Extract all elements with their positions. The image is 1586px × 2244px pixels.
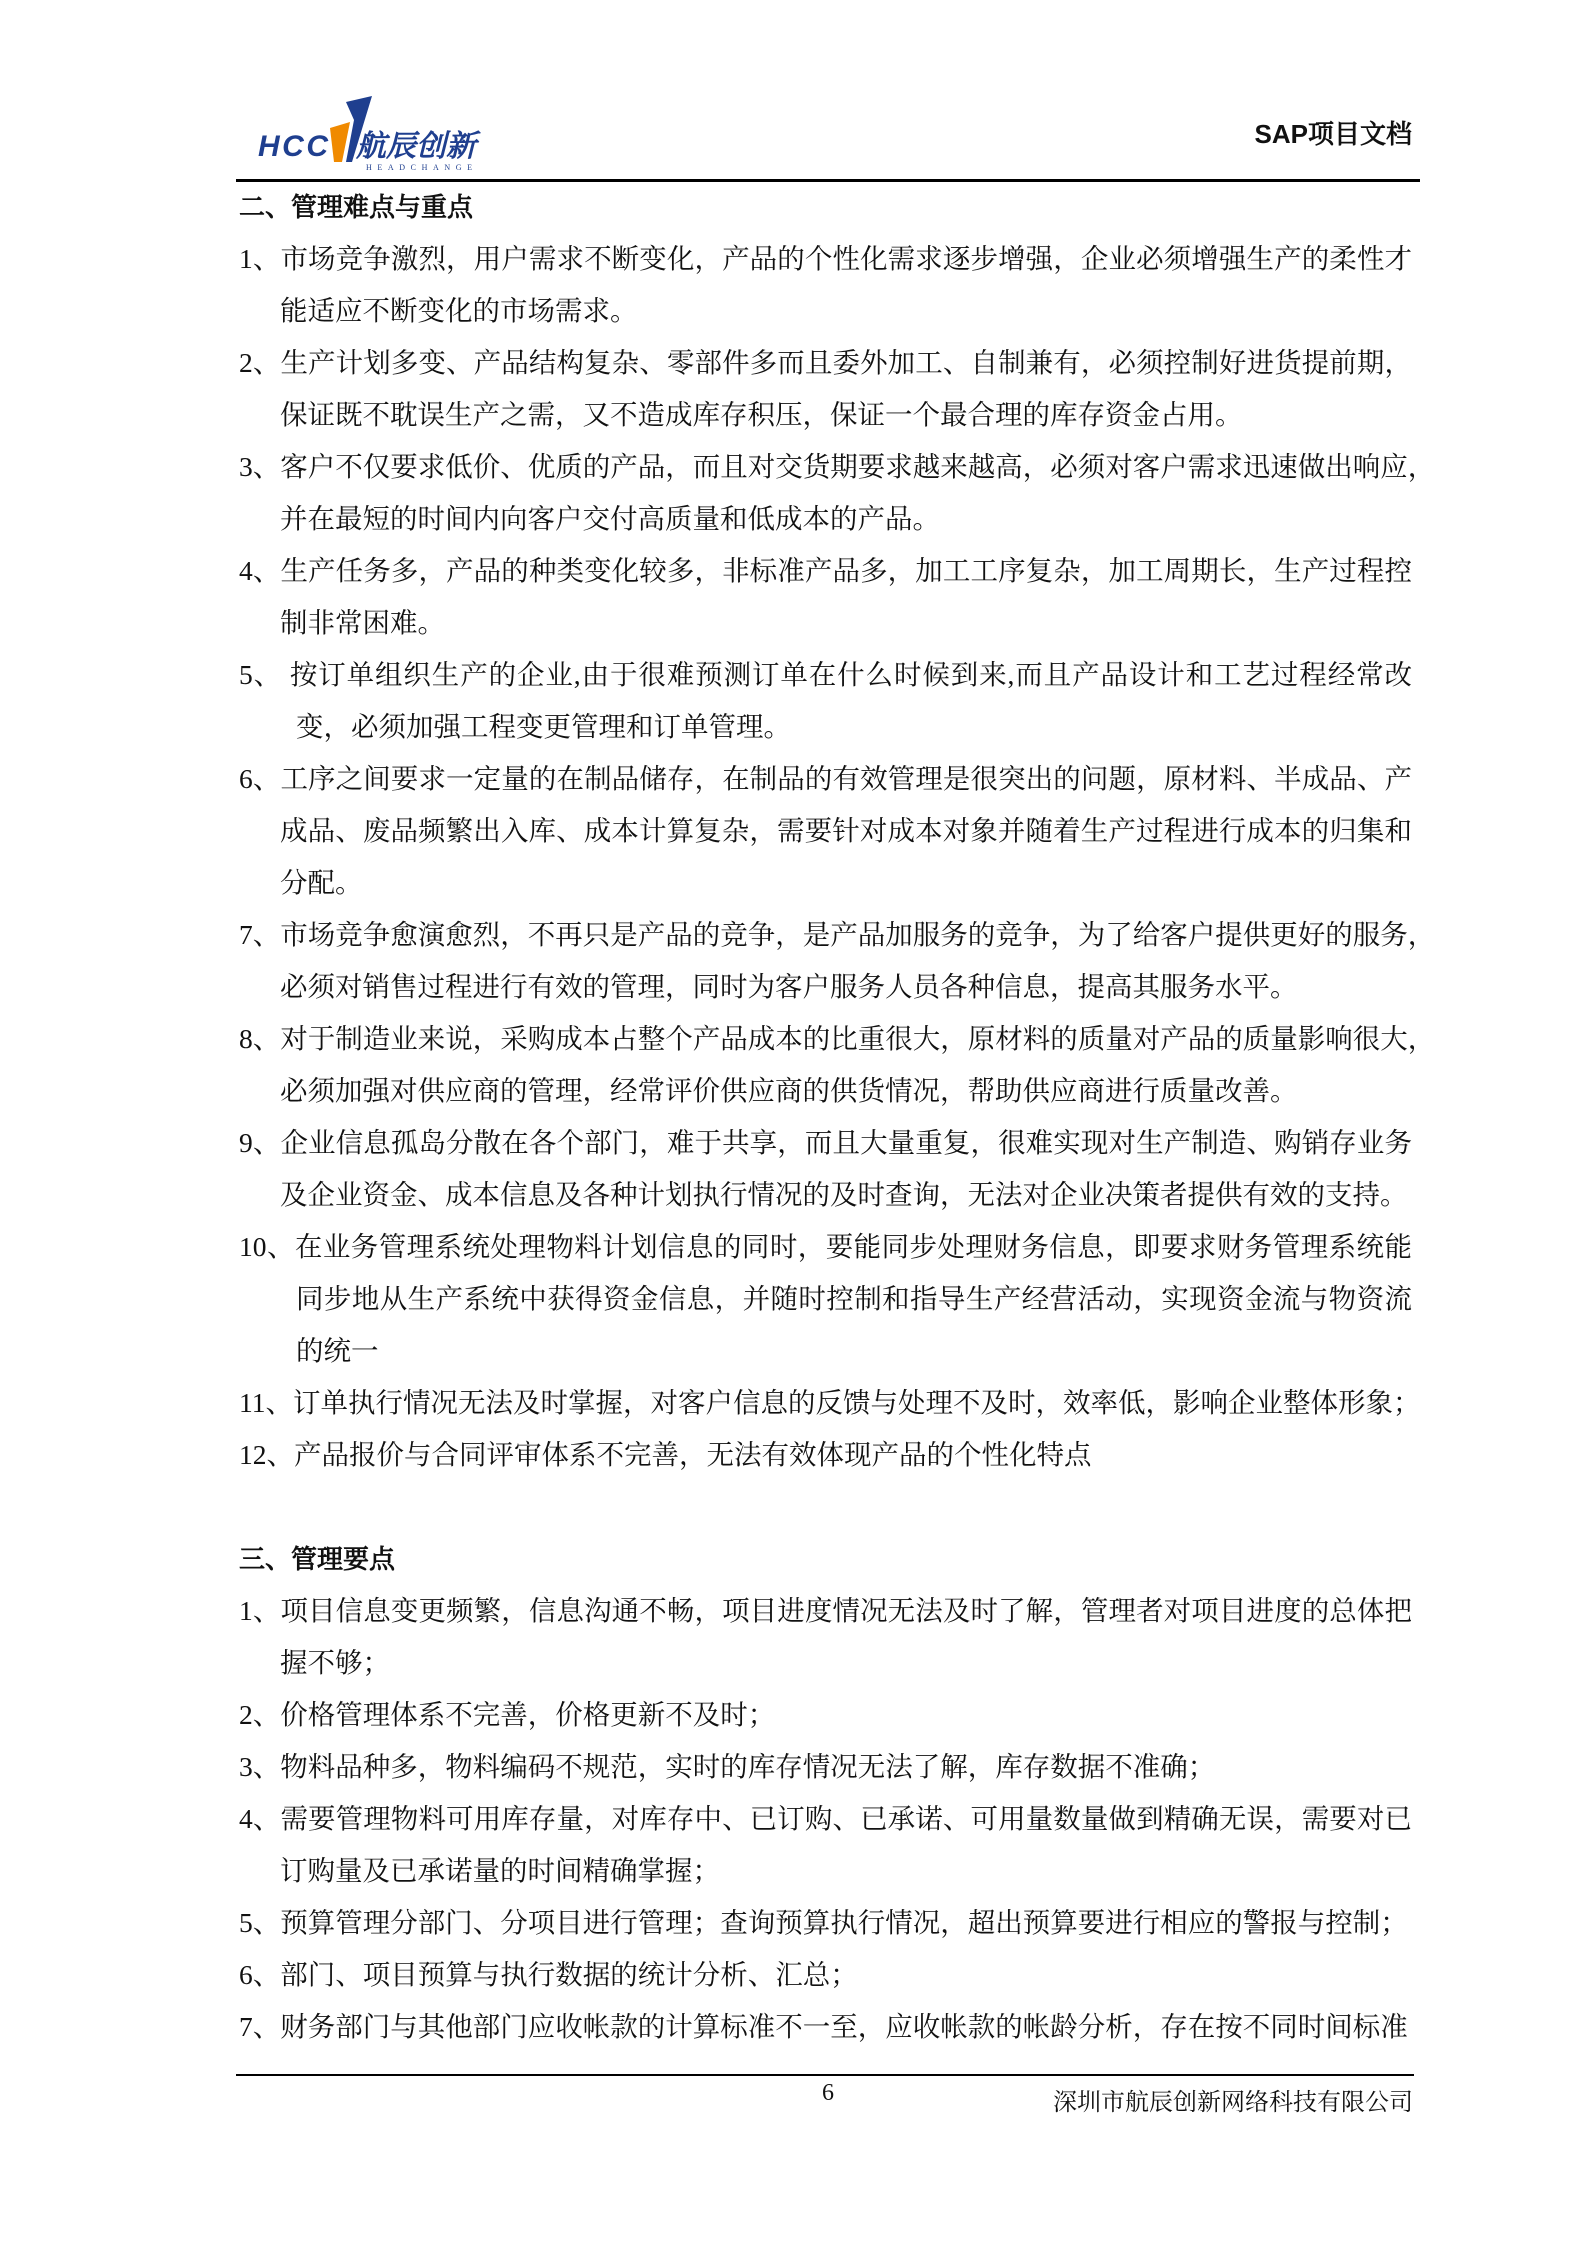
list-item bbox=[239, 649, 1412, 753]
document-title: SAP项目文档 bbox=[1254, 119, 1412, 149]
section-heading: 三、管理要点 bbox=[239, 1544, 396, 1574]
svg-text:HCC: HCC bbox=[258, 130, 328, 163]
list-item-line: 1、市场竞争激烈，用户需求不断变化，产品的个性化需求逐步增强，企业必须增强生产的柔性才 bbox=[239, 243, 1412, 274]
footer-company-name: 深圳市航辰创新网络科技有限公司 bbox=[1053, 2090, 1413, 2116]
company-logo bbox=[258, 92, 548, 172]
list-item bbox=[239, 1741, 1412, 1793]
list-item bbox=[239, 1221, 1412, 1377]
list-item-line: 8、对于制造业来说，采购成本占整个产品成本的比重很大，原材料的质量对产品的质量影响很大， bbox=[239, 1023, 1436, 1054]
list-item-line: 同步地从生产系统中获得资金信息，并随时控制和指导生产经营活动，实现资金流与物资流 bbox=[296, 1283, 1412, 1314]
list-item bbox=[239, 753, 1412, 909]
list-item-line: 9、企业信息孤岛分散在各个部门，难于共享，而且大量重复，很难实现对生产制造、购销存业务 bbox=[239, 1127, 1412, 1158]
list-item bbox=[239, 1585, 1412, 1689]
list-item-line: 5、预算管理分部门、分项目进行管理；查询预算执行情况，超出预算要进行相应的警报与控制； bbox=[239, 1907, 1408, 1938]
footer-divider bbox=[236, 2074, 1414, 2076]
list-item bbox=[239, 1013, 1436, 1117]
list-item-line: 10、在业务管理系统处理物料计划信息的同时，要能同步处理财务信息，即要求财务管理系统能 bbox=[239, 1231, 1412, 1262]
list-item bbox=[239, 233, 1412, 337]
list-item bbox=[239, 1949, 1412, 2001]
list-item-line: 变，必须加强工程变更管理和订单管理。 bbox=[296, 711, 791, 742]
list-item-line: 必须加强对供应商的管理，经常评价供应商的供货情况，帮助供应商进行质量改善。 bbox=[280, 1075, 1298, 1106]
list-item bbox=[239, 1689, 1412, 1741]
list-item-line: 并在最短的时间内向客户交付高质量和低成本的产品。 bbox=[280, 503, 940, 534]
list-item-line: 2、生产计划多变、产品结构复杂、零部件多而且委外加工、自制兼有，必须控制好进货提前期， bbox=[239, 347, 1412, 378]
list-item bbox=[239, 337, 1412, 441]
list-item bbox=[239, 545, 1412, 649]
section-heading: 二、管理难点与重点 bbox=[239, 192, 474, 222]
list-item-line: 4、生产任务多，产品的种类变化较多，非标准产品多，加工工序复杂，加工周期长，生产过程控 bbox=[239, 555, 1412, 586]
list-item bbox=[239, 1117, 1412, 1221]
svg-text:HEADCHANGE: HEADCHANGE bbox=[366, 163, 478, 172]
page-number: 6 bbox=[822, 2080, 834, 2106]
list-item-line: 必须对销售过程进行有效的管理，同时为客户服务人员各种信息，提高其服务水平。 bbox=[280, 971, 1298, 1002]
list-item-line: 12、产品报价与合同评审体系不完善，无法有效体现产品的个性化特点 bbox=[239, 1439, 1092, 1470]
document-body bbox=[239, 181, 1436, 2053]
list-item-line: 6、工序之间要求一定量的在制品储存，在制品的有效管理是很突出的问题，原材料、半成品、产 bbox=[239, 763, 1412, 794]
list-item-line: 成品、废品频繁出入库、成本计算复杂，需要针对成本对象并随着生产过程进行成本的归集和 bbox=[280, 815, 1412, 846]
list-item-line: 制非常困难。 bbox=[280, 607, 445, 638]
list-item bbox=[239, 1377, 1421, 1429]
list-item-line: 能适应不断变化的市场需求。 bbox=[280, 295, 638, 326]
list-item-line: 3、物料品种多，物料编码不规范，实时的库存情况无法了解，库存数据不准确； bbox=[239, 1751, 1216, 1782]
svg-text:航辰创新: 航辰创新 bbox=[356, 130, 476, 163]
list-item-line: 分配。 bbox=[280, 867, 363, 898]
list-item-line: 及企业资金、成本信息及各种计划执行情况的及时查询，无法对企业决策者提供有效的支持。 bbox=[280, 1179, 1408, 1210]
list-item bbox=[239, 2001, 1412, 2053]
list-item bbox=[239, 909, 1436, 1013]
list-item-line: 订购量及已承诺量的时间精确掌握； bbox=[280, 1855, 720, 1886]
list-item-line: 5、 按订单组织生产的企业,由于很难预测订单在什么时候到来,而且产品设计和工艺过程经常改 bbox=[239, 659, 1412, 690]
list-item bbox=[239, 1429, 1412, 1481]
list-item-line: 3、客户不仅要求低价、优质的产品，而且对交货期要求越来越高，必须对客户需求迅速做出响应， bbox=[239, 451, 1436, 482]
list-item bbox=[239, 1793, 1412, 1897]
list-item-line: 4、需要管理物料可用库存量，对库存中、已订购、已承诺、可用量数量做到精确无误，需要对已 bbox=[239, 1803, 1412, 1834]
list-item bbox=[239, 1897, 1412, 1949]
blank-spacer bbox=[239, 1481, 1412, 1533]
list-item-line: 保证既不耽误生产之需，又不造成库存积压，保证一个最合理的库存资金占用。 bbox=[280, 399, 1243, 430]
list-item-line: 握不够； bbox=[280, 1647, 390, 1678]
list-item-line: 1、项目信息变更频繁，信息沟通不畅，项目进度情况无法及时了解，管理者对项目进度的总体把 bbox=[239, 1595, 1412, 1626]
list-item-line: 的统一 bbox=[296, 1335, 379, 1366]
list-item-line: 11、订单执行情况无法及时掌握，对客户信息的反馈与处理不及时，效率低，影响企业整体形象； bbox=[239, 1387, 1421, 1418]
list-item-line: 7、市场竞争愈演愈烈，不再只是产品的竞争，是产品加服务的竞争，为了给客户提供更好的服务， bbox=[239, 919, 1436, 950]
list-item-line: 7、财务部门与其他部门应收帐款的计算标准不一至，应收帐款的帐龄分析，存在按不同时间标准 bbox=[239, 2011, 1408, 2042]
list-item-line: 6、部门、项目预算与执行数据的统计分析、汇总； bbox=[239, 1959, 858, 1990]
list-item-line: 2、价格管理体系不完善，价格更新不及时； bbox=[239, 1699, 776, 1730]
list-item bbox=[239, 441, 1436, 545]
